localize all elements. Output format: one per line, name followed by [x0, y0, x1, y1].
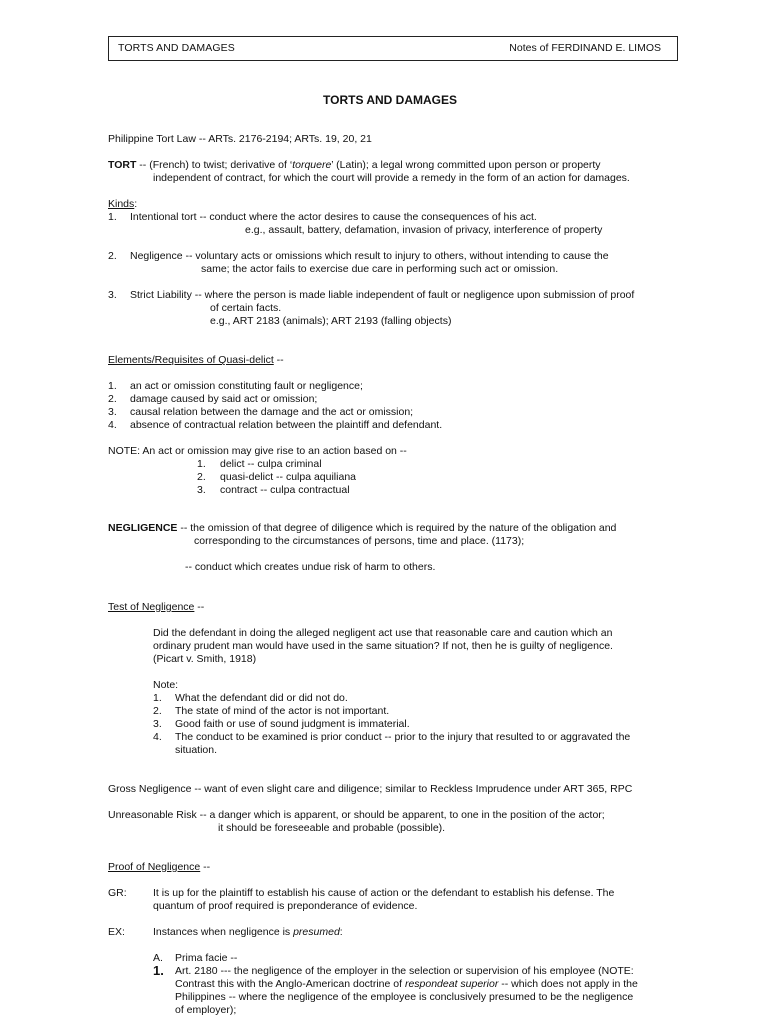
header-author: Notes of FERDINAND E. LIMOS: [509, 42, 661, 54]
note-item-2-number: 2.: [197, 471, 206, 483]
note-line: NOTE: An act or omission may give rise to an action based on --: [108, 445, 407, 457]
ex-text-italic: presumed: [293, 926, 340, 938]
negligence-definition-line3: -- conduct which creates undue risk of harm to others.: [185, 561, 436, 573]
test-heading-text: Test of Negligence: [108, 601, 195, 613]
sub-1-line2: [175, 978, 638, 991]
sub-1-line2-b: -- which does not apply in the: [498, 978, 638, 990]
tort-text-b: ’ (Latin); a legal wrong committed upon person or property: [331, 159, 601, 171]
sub-1-line3: Philippines -- where the negligence of the employee is conclusively presumed to be the negligence: [175, 991, 634, 1003]
test-paragraph-citation: (Picart v. Smith, 1918): [153, 653, 257, 665]
tort-text-a: -- (French) to twist; derivative of ‘: [136, 159, 293, 171]
kind-3-text: Strict Liability -- where the person is made liable independent of fault or negligence upon submission of proof: [130, 289, 635, 301]
kind-2-text: Negligence -- voluntary acts or omissions which result to injury to others, without intending to cause the: [130, 250, 609, 262]
kind-1-text: Intentional tort -- conduct where the actor desires to cause the consequences of his act.: [130, 211, 537, 223]
test-note-2-text: The state of mind of the actor is not important.: [175, 705, 390, 717]
sub-a-label: A.: [153, 952, 163, 964]
sub-a-text: Prima facie --: [175, 952, 238, 964]
gr-text-line2: quantum of proof required is preponderance of evidence.: [153, 900, 418, 912]
test-dash: --: [194, 601, 205, 613]
header-title: TORTS AND DAMAGES: [118, 42, 235, 54]
element-1-number: 1.: [108, 380, 117, 392]
test-note-2-number: 2.: [153, 705, 162, 717]
tort-latin-word: torquere: [292, 159, 332, 171]
note-item-2-text: quasi-delict -- culpa aquiliana: [220, 471, 356, 483]
test-paragraph-line1: Did the defendant in doing the alleged negligent act use that reasonable care and caution which an: [153, 627, 613, 639]
test-note-4-number: 4.: [153, 731, 162, 743]
kinds-heading: [108, 198, 137, 211]
note-item-1-number: 1.: [197, 458, 206, 470]
element-4-number: 4.: [108, 419, 117, 431]
test-heading: [108, 601, 204, 614]
ex-text-b: :: [339, 926, 343, 938]
document-title: TORTS AND DAMAGES: [323, 93, 458, 107]
negligence-definition-line1: [108, 522, 616, 535]
proof-heading-text: Proof of Negligence: [108, 861, 201, 873]
negligence-definition-line2: corresponding to the circumstances of persons, time and place. (1173);: [194, 535, 525, 547]
gross-negligence-line: Gross Negligence -- want of even slight care and diligence; similar to Reckless Imprudence under ART 365, RPC: [108, 783, 633, 795]
note-item-1-text: delict -- culpa criminal: [220, 458, 322, 470]
kind-3-example: e.g., ART 2183 (animals); ART 2193 (falling objects): [210, 315, 452, 327]
ex-label: EX:: [108, 926, 125, 938]
tort-definition-line2: independent of contract, for which the court will provide a remedy in the form of an action for damages.: [153, 172, 630, 184]
sub-1-line1: Art. 2180 --- the negligence of the employer in the selection or supervision of his employee (NOTE:: [175, 965, 634, 977]
kind-2-number: 2.: [108, 250, 117, 262]
test-note-3-number: 3.: [153, 718, 162, 730]
sub-1-line4: of employer);: [175, 1004, 237, 1016]
proof-heading: [108, 861, 210, 874]
elements-dash: --: [273, 354, 284, 366]
unreasonable-risk-line1: Unreasonable Risk -- a danger which is apparent, or should be apparent, to one in the position of the actor;: [108, 809, 605, 821]
kinds-colon: :: [134, 198, 138, 210]
page-header-box: [108, 36, 678, 61]
elements-heading: [108, 354, 284, 367]
test-note-3-text: Good faith or use of sound judgment is immaterial.: [175, 718, 410, 730]
element-3-text: causal relation between the damage and the act or omission;: [130, 406, 414, 418]
kind-3-number: 3.: [108, 289, 117, 301]
note-item-3-number: 3.: [197, 484, 206, 496]
test-note-4-text: The conduct to be examined is prior conduct -- prior to the injury that resulted to or aggravated the: [175, 731, 631, 743]
unreasonable-risk-line2: it should be foreseeable and probable (possible).: [218, 822, 446, 834]
test-note-1-number: 1.: [153, 692, 162, 704]
intro-line: Philippine Tort Law -- ARTs. 2176-2194; ARTs. 19, 20, 21: [108, 133, 372, 145]
ex-text: [153, 926, 343, 939]
tort-term: TORT: [108, 159, 137, 171]
kind-2-continuation: same; the actor fails to exercise due care in performing such act or omission.: [201, 263, 559, 275]
kinds-heading-text: Kinds: [108, 198, 135, 210]
elements-heading-text: Elements/Requisites of Quasi-delict: [108, 354, 274, 366]
element-2-text: damage caused by said act or omission;: [130, 393, 318, 405]
element-4-text: absence of contractual relation between the plaintiff and defendant.: [130, 419, 443, 431]
test-paragraph-line2: ordinary prudent man would have used in the same situation? If not, then he is guilty of negligence.: [153, 640, 613, 652]
negligence-text: -- the omission of that degree of diligence which is required by the nature of the obligation and: [177, 522, 617, 534]
test-note-4-continuation: situation.: [175, 744, 218, 756]
kind-3-continuation: of certain facts.: [210, 302, 282, 314]
element-3-number: 3.: [108, 406, 117, 418]
kind-1-number: 1.: [108, 211, 117, 223]
kind-1-example: e.g., assault, battery, defamation, invasion of privacy, interference of property: [245, 224, 603, 236]
sub-1-line2-a: Contrast this with the Anglo-American doctrine of: [175, 978, 405, 990]
note-item-3-text: contract -- culpa contractual: [220, 484, 350, 496]
gr-text-line1: It is up for the plaintiff to establish his cause of action or the defendant to establish his defense. The: [153, 887, 615, 899]
ex-text-a: Instances when negligence is: [153, 926, 294, 938]
sub-1-line2-italic: respondeat superior: [404, 978, 499, 990]
sub-1-label: 1.: [153, 963, 164, 978]
element-2-number: 2.: [108, 393, 117, 405]
proof-dash: --: [200, 861, 211, 873]
test-note-label: Note:: [153, 679, 179, 691]
gr-label: GR:: [108, 887, 127, 899]
negligence-term: NEGLIGENCE: [108, 522, 178, 534]
test-note-1-text: What the defendant did or did not do.: [175, 692, 348, 704]
tort-definition-line1: [108, 159, 601, 172]
element-1-text: an act or omission constituting fault or negligence;: [130, 380, 363, 392]
